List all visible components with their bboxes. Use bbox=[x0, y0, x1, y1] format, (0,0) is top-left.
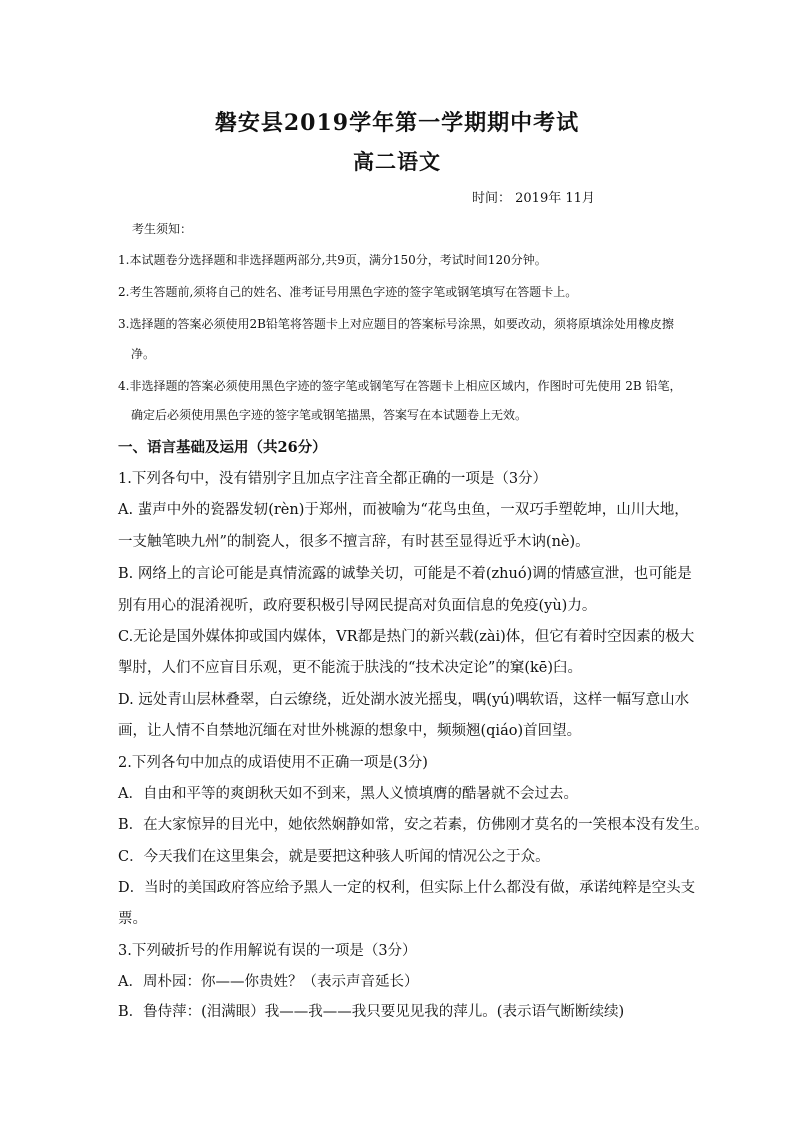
question-line: C．今天我们在这里集会，就是要把这种骇人听闻的情况公之于众。 bbox=[118, 849, 550, 865]
question-line: B. 网络上的言论可能是真情流露的诚挚关切，可能是不着(zhuó)调的情感宣泄，也可能是 bbox=[118, 566, 692, 582]
question-line: 1.下列各句中，没有错别字且加点字注音全都正确的一项是（3分） bbox=[118, 471, 548, 487]
question-line: 一支触笔映九州”的制瓷人，很多不擅言辞，有时甚至显得近乎木讷(nè)。 bbox=[118, 534, 590, 550]
exam-subtitle: 高二语文 bbox=[353, 149, 441, 174]
notice-line: 净。 bbox=[131, 347, 156, 361]
question-line: 票。 bbox=[118, 911, 147, 927]
question-line: B．在大家惊异的目光中，她依然娴静如常，安之若素，仿佛刚才莫名的一笑根本没有发生。 bbox=[118, 817, 709, 833]
question-line: B．鲁侍萍：(泪满眼）我——我——我只要见见我的萍儿。(表示语气断断续续) bbox=[118, 1004, 625, 1020]
question-line: A．自由和平等的爽朗秋天如不到来，黑人义愤填膺的酷暑就不会过去。 bbox=[118, 786, 578, 802]
section-heading: 一、语言基础及运用（共26分） bbox=[118, 439, 327, 456]
question-line: A. 蜚声中外的瓷器发轫(rèn)于郑州，而被喻为“花鸟虫鱼，一双巧手塑乾坤，山川大地， bbox=[118, 502, 689, 518]
notice-line: 3.选择题的答案必须使用2B铅笔将答题卡上对应题目的答案标号涂黑，如要改动，须将原填涂处用橡皮擦 bbox=[118, 317, 674, 331]
question-line: 画，让人情不自禁地沉缅在对世外桃源的想象中，频频翘(qiáo)首回望。 bbox=[118, 723, 582, 739]
notice-line: 1.本试题卷分选择题和非选择题两部分,共9页，满分150分，考试时间120分钟。 bbox=[118, 253, 547, 267]
question-line: D. 远处青山层林叠翠，白云缭绕，近处湖水波光摇曳，喁(yú)喁软语，这样一幅写意山水 bbox=[118, 692, 690, 708]
notice-line: 确定后必须使用黑色字迹的签字笔或钢笔描黑，答案写在本试题卷上无效。 bbox=[131, 408, 528, 422]
question-line: D．当时的美国政府答应给予黑人一定的权利，但实际上什么都没有做，承诺纯粹是空头支 bbox=[118, 880, 696, 896]
question-line: 别有用心的混淆视听，政府要积极引导网民提高对负面信息的免疫(yù)力。 bbox=[118, 598, 597, 614]
exam-title: 磐安县2019学年第一学期期中考试 bbox=[214, 110, 580, 136]
question-line: C.无论是国外媒体抑或国内媒体，VR都是热门的新兴载(zài)体，但它有着时空因素的极大 bbox=[118, 629, 695, 645]
notice-line: 2.考生答题前,须将自己的姓名、准考证号用黑色字迹的签字笔或钢笔填写在答题卡上。 bbox=[118, 285, 578, 299]
notice-heading: 考生须知： bbox=[132, 222, 193, 236]
question-line: A．周朴园：你——你贵姓？（表示声音延长） bbox=[118, 974, 419, 990]
question-line: 3.下列破折号的作用解说有误的一项是（3分） bbox=[118, 943, 417, 959]
exam-time: 时间： 2019年 11月 bbox=[472, 191, 595, 206]
question-line: 掣肘，人们不应盲目乐观，更不能流于肤浅的“技术决定论”的窠(kē)臼。 bbox=[118, 660, 583, 676]
question-line: 2.下列各句中加点的成语使用不正确一项是(3分) bbox=[118, 755, 428, 771]
notice-line: 4.非选择题的答案必须使用黑色字迹的签字笔或钢笔写在答题卡上相应区域内，作图时可先使用 2B 铅笔， bbox=[118, 379, 682, 393]
